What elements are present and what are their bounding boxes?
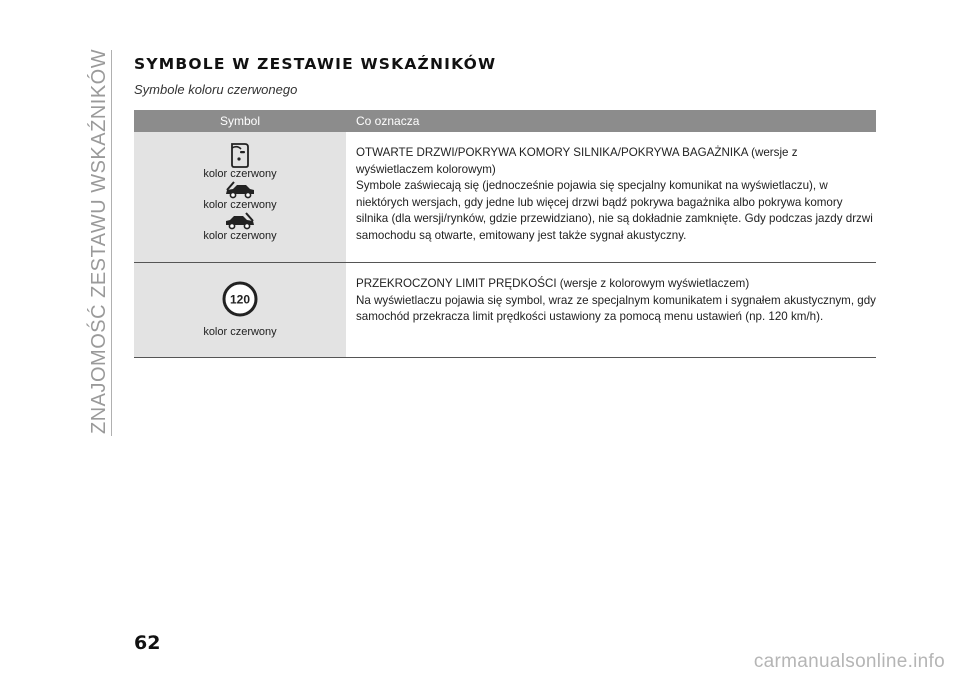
side-section-title: ZNAJOMOŚĆ ZESTAWU WSKAŹNIKÓW [88, 48, 110, 434]
symbol-label: kolor czerwony [203, 199, 277, 211]
header-meaning: Co oznacza [346, 110, 876, 132]
symbol-cell [134, 132, 346, 263]
table-row [134, 263, 876, 358]
speed-limit-value: 120 [229, 292, 251, 307]
page-number: 62 [134, 632, 161, 654]
watermark: carmanualsonline.info [753, 651, 945, 672]
symbol-label: kolor czerwony [203, 326, 277, 338]
side-rule [111, 50, 112, 436]
description-cell [346, 132, 876, 263]
description-cell [346, 263, 876, 358]
car-hood-open-icon [224, 181, 256, 199]
car-trunk-open-icon [224, 212, 256, 230]
table-header-row [134, 110, 876, 132]
description-heading: PRZEKROCZONY LIMIT PRĘDKOŚCI (wersje z kolorowym wyświetlaczem) [356, 277, 750, 290]
header-symbol: Symbol [134, 110, 346, 132]
symbols-table [134, 110, 876, 358]
page-title: SYMBOLE W ZESTAWIE WSKAŹNIKÓW [134, 55, 497, 73]
page-subtitle: Symbole koloru czerwonego [134, 82, 298, 97]
symbol-label: kolor czerwony [203, 168, 277, 180]
symbol-cell [134, 263, 346, 358]
description-heading: OTWARTE DRZWI/POKRYWA KOMORY SILNIKA/POKRYWA BAGAŻNIKA (wersje z wyświetlaczem kolorowym) [356, 146, 798, 176]
table-row [134, 132, 876, 263]
door-open-icon [229, 142, 251, 168]
description-text: Na wyświetlaczu pojawia się symbol, wraz ze specjalnym komunikatem i sygnałem akustycznym, gdy samochód przekracza limit prędkości ustawiony za pomocą menu ustawień (np. 120 km/h). [356, 293, 876, 323]
speed-limit-icon [222, 281, 258, 317]
symbol-label: kolor czerwony [203, 230, 277, 242]
description-text: Symbole zaświecają się (jednocześnie pojawia się specjalny komunikat na wyświetlaczu), w niektórych wersjach, gdy jedne lub więcej drzwi bądź pokrywa bagażnika albo pokrywa komory silnika (dla wersji/rynków, gdzie przewidziano), nie są dokładnie zamknięte. Gdy podczas jazdy drzwi samochodu są otwarte, emitowany jest także sygnał akustyczny. [356, 179, 873, 242]
